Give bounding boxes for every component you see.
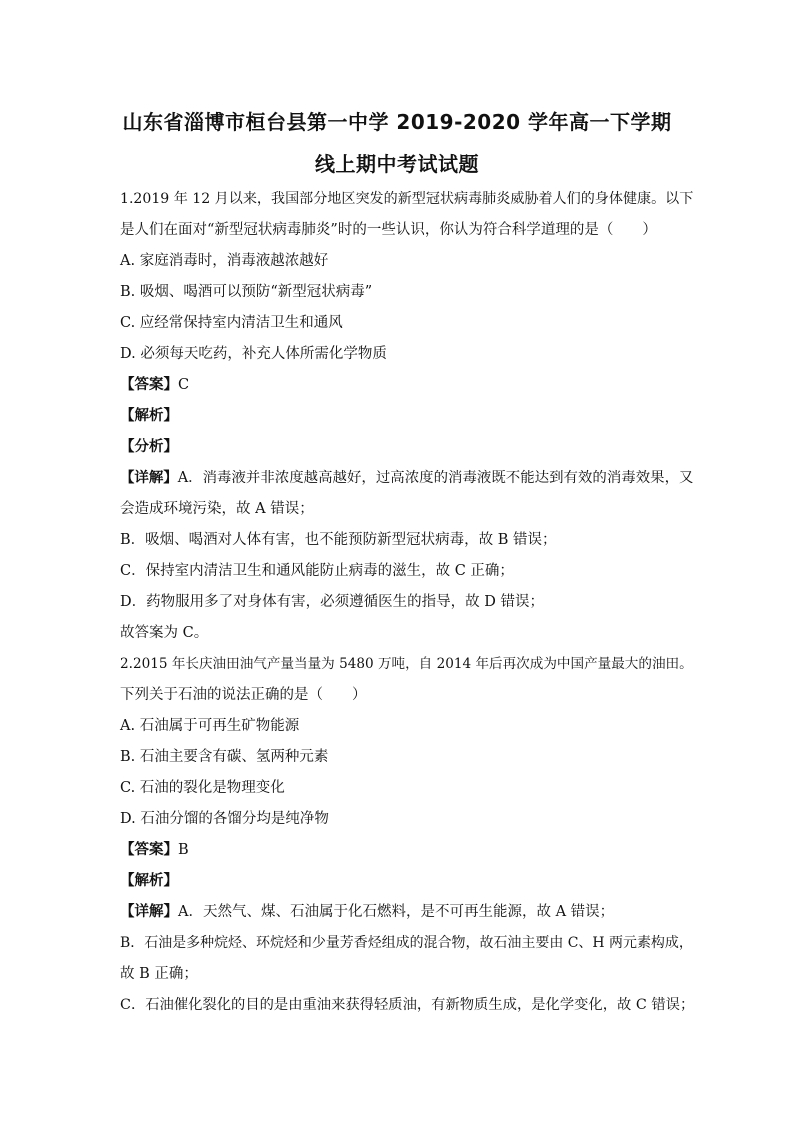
- q2-detail-c: C．石油催化裂化的目的是由重油来获得轻质油，有新物质生成，是化学变化，故 C 错误；: [120, 997, 695, 1013]
- q1-answer-value: C: [178, 377, 190, 393]
- q2-analysis-label: 【解析】: [120, 872, 178, 889]
- q2-answer-label: 【答案】: [120, 841, 178, 858]
- q2-option-d: D. 石油分馏的各馏分均是纯净物: [120, 811, 329, 827]
- q1-answer-label: 【答案】: [120, 376, 178, 393]
- q1-analysis-label: 【解析】: [120, 407, 178, 424]
- q1-answer: [120, 375, 189, 395]
- q1-option-c: C. 应经常保持室内清洁卫生和通风: [120, 315, 343, 331]
- q2-stem-line-1: 2.2015 年长庆油田油气产量当量为 5480 万吨，自 2014 年后再次成为中国产量最大的油田。: [120, 656, 693, 672]
- q2-answer: [120, 840, 189, 860]
- q2-answer-value: B: [178, 842, 189, 858]
- q1-detail-a-text: A．消毒液并非浓度越高越好，过高浓度的消毒液既不能达到有效的消毒效果，又: [177, 470, 694, 486]
- q1-detail-label: 【详解】: [120, 469, 178, 486]
- q1-detail-b: B．吸烟、喝酒对人体有害，也不能预防新型冠状病毒，故 B 错误；: [120, 532, 557, 548]
- q2-option-a: A. 石油属于可再生矿物能源: [120, 718, 300, 734]
- q1-fenxi-label: 【分析】: [120, 438, 178, 455]
- q2-detail-a: [120, 902, 614, 922]
- q2-detail-b-line-1: B．石油是多种烷烃、环烷烃和少量芳香烃组成的混合物，故石油主要由 C、H 两元素构成，: [120, 935, 693, 951]
- q1-option-d: D. 必须每天吃药，补充人体所需化学物质: [120, 346, 387, 362]
- q1-stem-line-2: 是人们在面对“新型冠状病毒肺炎”时的一些认识，你认为符合科学道理的是（ ）: [120, 222, 657, 238]
- q1-option-b: B. 吸烟、喝酒可以预防“新型冠状病毒”: [120, 284, 373, 300]
- q2-stem-line-2: 下列关于石油的说法正确的是（ ）: [120, 687, 367, 703]
- q1-detail-a-line-1: [120, 468, 694, 488]
- q1-option-a: A. 家庭消毒时，消毒液越浓越好: [120, 253, 329, 269]
- q2-detail-a-text: A．天然气、煤、石油属于化石燃料，是不可再生能源，故 A 错误；: [178, 904, 615, 920]
- document-title-line-1: 山东省淄博市桓台县第一中学 2019-2020 学年高一下学期: [122, 110, 672, 134]
- q2-option-c: C. 石油的裂化是物理变化: [120, 780, 285, 796]
- q2-detail-label: 【详解】: [120, 903, 178, 920]
- q1-detail-d: D．药物服用多了对身体有害，必须遵循医生的指导，故 D 错误；: [120, 594, 544, 610]
- q1-stem-line-1: 1.2019 年 12 月以来，我国部分地区突发的新型冠状病毒肺炎威胁着人们的身体健康。以下: [120, 191, 694, 207]
- q2-detail-b-line-2: 故 B 正确；: [120, 966, 198, 982]
- q1-conclusion: 故答案为 C。: [120, 625, 209, 641]
- q1-detail-c: C．保持室内清洁卫生和通风能防止病毒的滋生，故 C 正确；: [120, 563, 514, 579]
- document-title-line-2: 线上期中考试试题: [315, 152, 479, 176]
- q1-detail-a-line-2: 会造成环境污染，故 A 错误；: [120, 501, 314, 517]
- q2-option-b: B. 石油主要含有碳、氢两种元素: [120, 749, 329, 765]
